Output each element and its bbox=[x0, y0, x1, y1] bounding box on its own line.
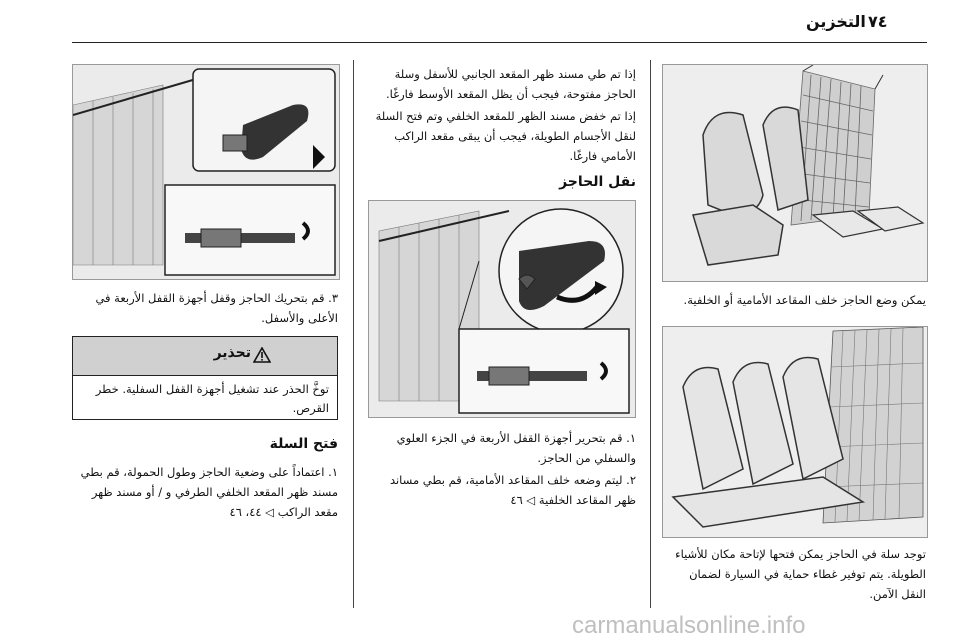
illustration-basket-in-partition bbox=[662, 326, 928, 538]
column-separator-left bbox=[353, 60, 354, 608]
illustration-release-locks bbox=[368, 200, 636, 418]
step-fold-rear-seats: ٢. ليتم وضعه خلف المقاعد الأمامية، قم بطي مساند ظهر المقاعد الخلفية ◁ ٤٦ bbox=[389, 473, 636, 507]
column-separator-right bbox=[650, 60, 651, 608]
heading-move-partition: نقل الحاجز bbox=[559, 174, 636, 190]
step-release-locks: ١. قم بتحرير أجهزة القفل الأربعة في الجزء العلوي والسفلي من الحاجز. bbox=[396, 431, 636, 465]
illustration-partition-behind-seats bbox=[662, 64, 928, 282]
warning-box bbox=[72, 336, 338, 420]
warning-label: تحذير bbox=[213, 345, 251, 361]
caption-partition-position: يمكن وضع الحاجز خلف المقاعد الأمامية أو الخلفية. bbox=[683, 293, 926, 307]
step-lock-partition: ٣. قم بتحريك الحاجز وقفل أجهزة القفل الأربعة في الأعلى والأسفل. bbox=[95, 291, 338, 325]
watermark: carmanualsonline.info bbox=[572, 612, 806, 639]
page-number: ٧٤ bbox=[868, 12, 888, 31]
paragraph-side-seat-folded: إذا تم طي مسند ظهر المقعد الجانبي للأسفل وسلة الحاجز مفتوحة، فيجب أن يظل المقعد الأوسط فارغًا. bbox=[385, 67, 636, 101]
header-rule bbox=[72, 42, 927, 43]
caption-basket-info: توجد سلة في الحاجز يمكن فتحها لإتاحة مكان للأشياء الطويلة. يتم توفير غطاء حماية في السيارة لضمان النقل الآمن. bbox=[675, 547, 926, 601]
heading-open-basket: فتح السلة bbox=[269, 436, 338, 452]
step-fold-seatbacks: ١. اعتماداً على وضعية الحاجز وطول الحمولة، قم بطي مسند ظهر المقعد الخلفي الطرفي و / أو مسند ظهر مقعد الراكب ◁ ٤٤، ٤٦ bbox=[80, 465, 338, 519]
warning-header bbox=[73, 337, 337, 376]
illustration-lock-partition bbox=[72, 64, 340, 280]
paragraph-long-objects: إذا تم خفض مسند الظهر للمقعد الخلفي وتم فتح السلة لنقل الأجسام الطويلة، فيجب أن يبقى مقعد الراكب الأمامي فارغًا. bbox=[375, 109, 636, 163]
warning-text: توخَّ الحذر عند تشغيل أجهزة القفل السفلية. خطر القرص. bbox=[95, 382, 329, 415]
warning-triangle-icon bbox=[253, 347, 271, 367]
section-title: التخزين bbox=[806, 12, 866, 31]
